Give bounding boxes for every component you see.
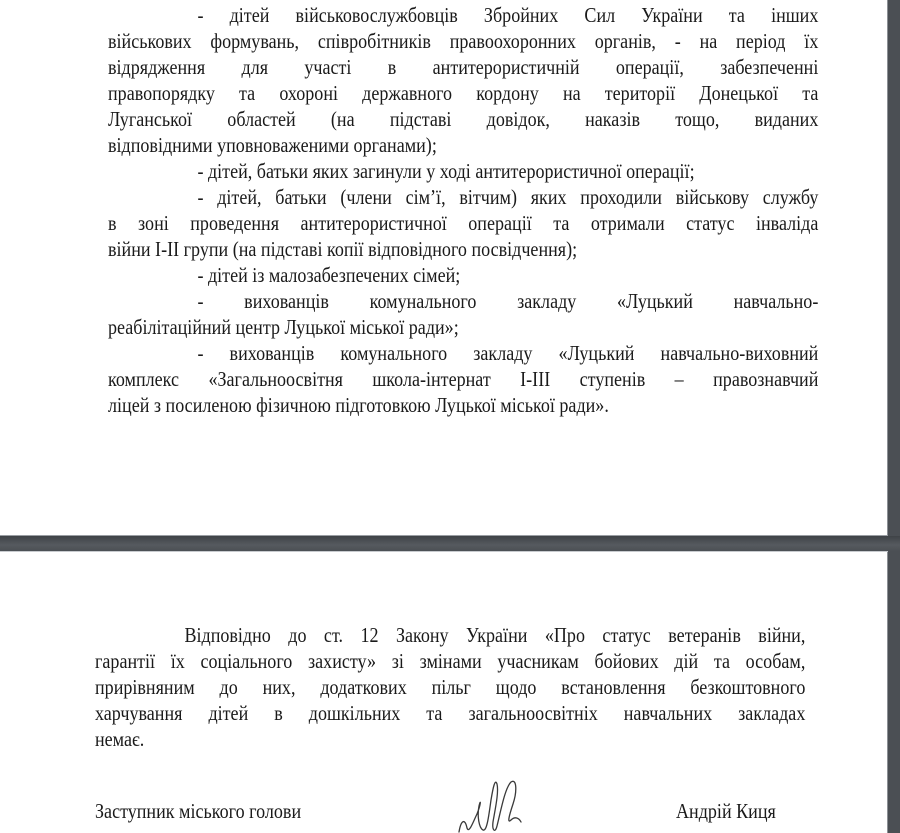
page-2-text — [95, 622, 806, 752]
text-line: відрядження для участі в антитерористичній операції, забезпеченні — [108, 55, 819, 79]
text-line: ліцей з посиленою фізичною підготовкою Луцької міської ради». — [108, 393, 609, 417]
text-line: - дітей військовослужбовців Збройних Сил України та інших — [197, 3, 819, 27]
text-line: правопорядку та охороні державного кордону на території Донецької та — [108, 81, 819, 105]
page-1-text — [108, 2, 819, 418]
text-line: харчування дітей в дошкільних та загальноосвітніх навчальних закладах — [95, 701, 806, 725]
text-line: прирівняним до них, додаткових пільг щодо встановлення безкоштовного — [95, 675, 806, 699]
document-page-2 — [0, 551, 888, 833]
text-line: немає. — [95, 727, 145, 751]
signature-row — [0, 799, 888, 833]
text-line: Відповідно до ст. 12 Закону України «Про статус ветеранів війни, — [184, 623, 806, 647]
text-line: - дітей, батьки (члени сім’ї, вітчим) яких проходили військову службу — [197, 185, 819, 209]
text-line: - вихованців комунального закладу «Луцький навчально- — [197, 289, 819, 313]
page-1-lines — [108, 2, 818, 418]
page-2-lines — [95, 622, 805, 752]
text-line: відповідними уповноваженими органами); — [108, 133, 437, 157]
text-line: Луганської областей (на підставі довідок, наказів тощо, виданих — [108, 107, 819, 131]
text-line: - вихованців комунального закладу «Луцький навчально-виховний — [197, 341, 819, 365]
signatory-name: Андрій Киця — [676, 799, 776, 823]
text-line: військових формувань, співробітників правоохоронних органів, - на період їх — [108, 29, 819, 53]
text-line: гарантії їх соціального захисту» зі змінами учасникам бойових дій та особам, — [95, 649, 806, 673]
text-line: в зоні проведення антитерористичної операції та отримали статус інваліда — [108, 211, 819, 235]
signatory-title: Заступник міського голови — [95, 799, 302, 823]
text-line: війни I-II групи (на підставі копії відповідного посвідчення); — [108, 237, 578, 261]
text-line: реабілітаційний центр Луцької міської ради»; — [108, 315, 459, 339]
page-separator — [0, 536, 900, 551]
text-line: - дітей, батьки яких загинули у ході антитерористичної операції; — [197, 159, 695, 183]
text-line: комплекс «Загальноосвітня школа-інтернат I-III ступенів – правознавчий — [108, 367, 819, 391]
text-line: - дітей із малозабезпечених сімей; — [197, 263, 461, 287]
